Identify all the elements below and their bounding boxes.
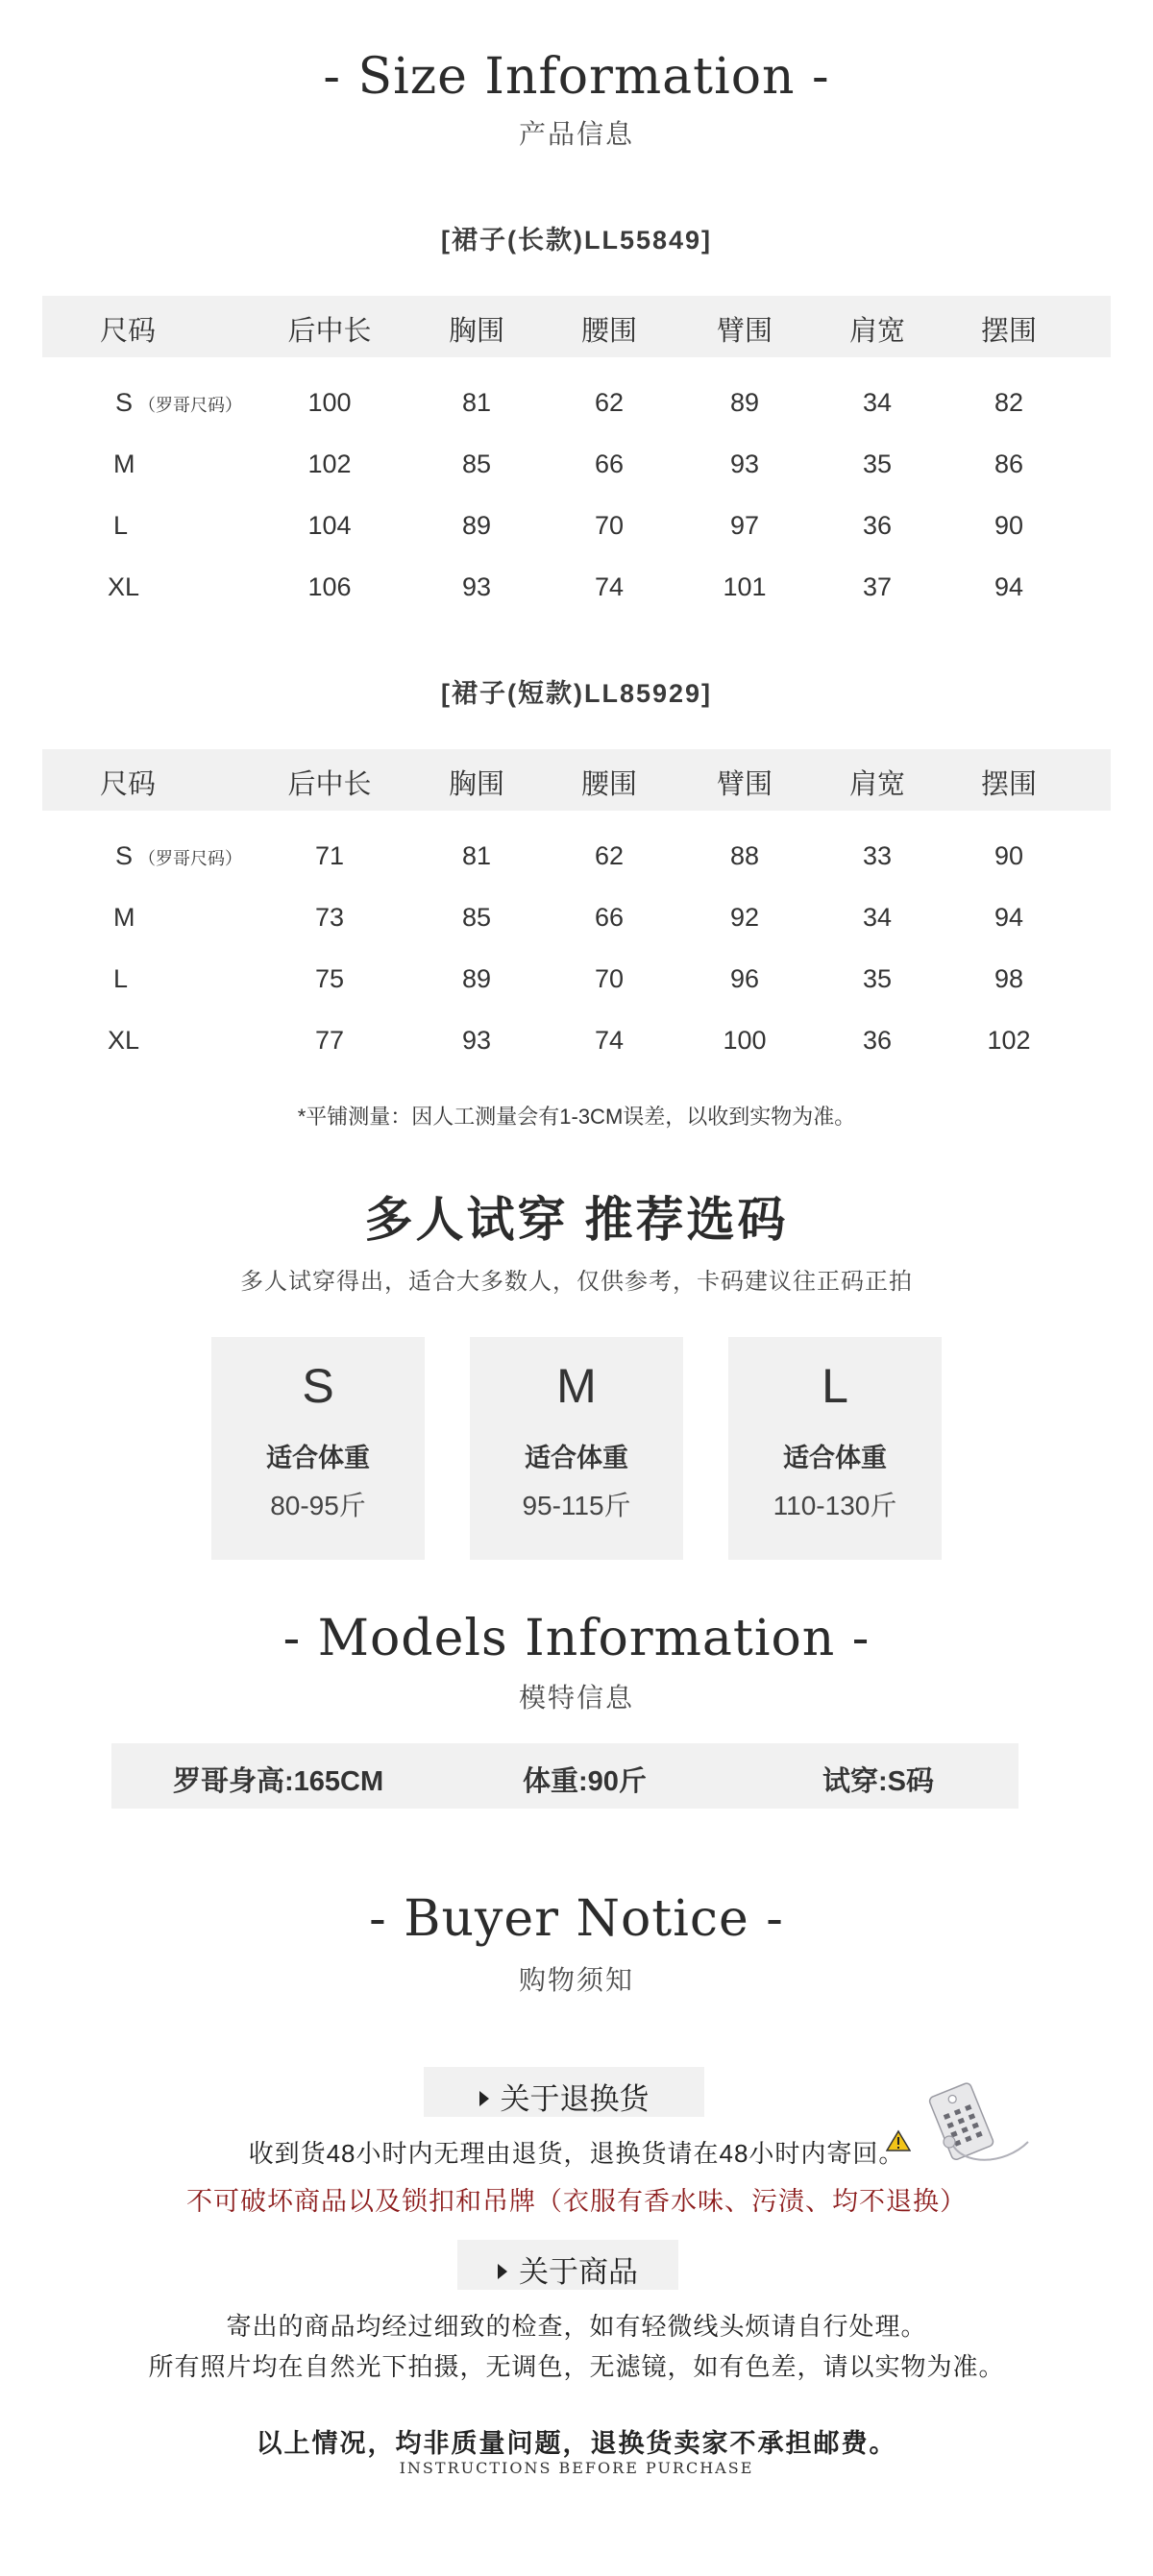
table-row-cell: 100: [723, 1026, 767, 1055]
table-row-cell: 34: [862, 388, 893, 417]
table-row-cell: 89: [461, 511, 492, 540]
size-card-weight: 80-95斤: [270, 1491, 366, 1520]
table-row-cell: 36: [862, 511, 893, 540]
table-row-cell: 93: [729, 450, 760, 478]
table-row-cell: 102: [307, 450, 352, 478]
table-size-cell: [108, 572, 139, 602]
table-row-cell: 35: [862, 450, 893, 478]
size-label: S: [115, 388, 134, 417]
size-card-letter: M: [556, 1359, 597, 1413]
table-row-cell: 89: [729, 388, 760, 417]
table-row-cell: 100: [307, 388, 352, 417]
size-card-l: [728, 1337, 942, 1560]
goods-line-1: 寄出的商品均经过细致的检查，如有轻微线头烦请自行处理。: [226, 2312, 927, 2341]
returns-line-2: 不可破坏商品以及锁扣和吊牌（衣服有香水味、污渍、均不退换）: [186, 2187, 967, 2216]
table-size-cell: [113, 903, 135, 933]
table-header-cell: 后中长: [287, 769, 372, 800]
size-card-label: 适合体重: [783, 1444, 887, 1472]
size-label: XL: [108, 1026, 140, 1055]
table-size-cell: [115, 388, 242, 418]
table-row-cell: 98: [994, 964, 1024, 993]
size-label: L: [113, 511, 129, 540]
table-size-cell: [108, 1026, 139, 1056]
model-tried-size: 试穿:S码: [822, 1766, 935, 1797]
size-card-weight: 110-130斤: [773, 1491, 897, 1520]
table-header-cell: 臂围: [716, 316, 773, 347]
size-card-s: [211, 1337, 425, 1560]
table-header-cell: 臂围: [716, 769, 773, 800]
table-row-cell: 104: [307, 511, 352, 540]
returns-line-1: 收到货48小时内无理由退货，退换货请在48小时内寄回。: [248, 2139, 905, 2168]
model-info-bar: [111, 1743, 1018, 1809]
table-row-cell: 73: [314, 903, 345, 932]
table-size-cell: [113, 450, 135, 479]
footer-caption: INSTRUCTIONS BEFORE PURCHASE: [399, 2459, 754, 2477]
table-short-title: [裙子(短款)LL85929]: [440, 679, 713, 708]
table-row-cell: 86: [994, 450, 1024, 478]
table-long-title: [裙子(长款)LL55849]: [440, 226, 713, 255]
table-header-cell: 尺码: [100, 769, 157, 800]
size-note: （罗哥尺码）: [138, 849, 243, 868]
table-row-cell: 93: [461, 1026, 492, 1055]
table-row-cell: 85: [461, 903, 492, 932]
table-row-cell: 106: [307, 572, 352, 601]
triangle-right-icon: [479, 2091, 489, 2106]
table-header-cell: 后中长: [287, 316, 372, 347]
table-size-cell: [113, 511, 128, 541]
table-row-cell: 81: [461, 388, 492, 417]
models-information-subtitle: 模特信息: [518, 1683, 634, 1713]
size-label: XL: [108, 572, 140, 601]
recommend-title: 多人试穿 推荐选码: [364, 1193, 789, 1247]
table-header-cell: 摆围: [980, 769, 1037, 800]
table-row-cell: 92: [729, 903, 760, 932]
model-height: 罗哥身高:165CM: [173, 1766, 384, 1797]
goods-tag: [457, 2240, 678, 2290]
size-card-letter: S: [302, 1359, 334, 1413]
final-notice: 以上情况，均非质量问题，退换货卖家不承担邮费。: [256, 2429, 897, 2458]
table-header-cell: 腰围: [580, 316, 637, 347]
table-row-cell: 74: [594, 1026, 625, 1055]
goods-line-2: 所有照片均在自然光下拍摄，无调色，无滤镜，如有色差，请以实物为准。: [148, 2352, 1005, 2381]
table-row-cell: 85: [461, 450, 492, 478]
measurement-note: *平铺测量：因人工测量会有1-3CM误差，以收到实物为准。: [297, 1105, 856, 1129]
table-row-cell: 102: [987, 1026, 1031, 1055]
table-row-cell: 94: [994, 903, 1024, 932]
size-note: （罗哥尺码）: [138, 396, 243, 415]
size-card-label: 适合体重: [266, 1444, 370, 1472]
table-row-cell: 36: [862, 1026, 893, 1055]
size-information-title: - Size Information -: [323, 48, 830, 106]
table-row-cell: 97: [729, 511, 760, 540]
table-size-cell: [113, 964, 128, 994]
table-row-cell: 66: [594, 450, 625, 478]
table-row-cell: 35: [862, 964, 893, 993]
models-information-title: - Models Information -: [282, 1610, 871, 1667]
table-row-cell: 101: [723, 572, 767, 601]
table-row-cell: 88: [729, 841, 760, 870]
table-row-cell: 70: [594, 511, 625, 540]
size-card-letter: L: [822, 1359, 848, 1413]
table-row-cell: 34: [862, 903, 893, 932]
table-size-cell: [115, 841, 242, 871]
table-row-cell: 70: [594, 964, 625, 993]
size-label: M: [113, 903, 135, 932]
table-row-cell: 90: [994, 511, 1024, 540]
table-row-cell: 74: [594, 572, 625, 601]
table-header-cell: 腰围: [580, 769, 637, 800]
table-header-cell: 胸围: [448, 769, 504, 800]
buyer-notice-subtitle: 购物须知: [518, 1965, 634, 1995]
table-row-cell: 82: [994, 388, 1024, 417]
table-row-cell: 94: [994, 572, 1024, 601]
table-header-cell: 肩宽: [848, 769, 905, 800]
returns-tag: [424, 2067, 704, 2117]
returns-tag-label: 关于退换货: [500, 2082, 650, 2116]
table-row-cell: 66: [594, 903, 625, 932]
size-label: M: [113, 450, 135, 478]
table-header-cell: 尺码: [100, 316, 157, 347]
size-card-weight: 95-115斤: [522, 1491, 631, 1520]
table-row-cell: 77: [314, 1026, 345, 1055]
table-row-cell: 62: [594, 388, 625, 417]
size-information-subtitle: 产品信息: [518, 119, 634, 149]
goods-tag-label: 关于商品: [519, 2255, 638, 2289]
table-row-cell: 75: [314, 964, 345, 993]
table-header-cell: 肩宽: [848, 316, 905, 347]
table-row-cell: 96: [729, 964, 760, 993]
table-row-cell: 81: [461, 841, 492, 870]
table-row-cell: 90: [994, 841, 1024, 870]
table-header-cell: 摆围: [980, 316, 1037, 347]
size-label: L: [113, 964, 129, 993]
table-row-cell: 33: [862, 841, 893, 870]
table-header-cell: 胸围: [448, 316, 504, 347]
buyer-notice-title: - Buyer Notice -: [369, 1890, 784, 1948]
table-row-cell: 37: [862, 572, 893, 601]
table-row-cell: 89: [461, 964, 492, 993]
model-weight: 体重:90斤: [523, 1766, 647, 1797]
size-label: S: [115, 841, 134, 870]
size-card-label: 适合体重: [525, 1444, 628, 1472]
table-row-cell: 71: [314, 841, 345, 870]
table-row-cell: 93: [461, 572, 492, 601]
recommend-description: 多人试穿得出，适合大多数人，仅供参考，卡码建议往正码正拍: [240, 1269, 913, 1295]
table-row-cell: 62: [594, 841, 625, 870]
size-card-m: [470, 1337, 683, 1560]
triangle-right-icon: [498, 2264, 507, 2279]
